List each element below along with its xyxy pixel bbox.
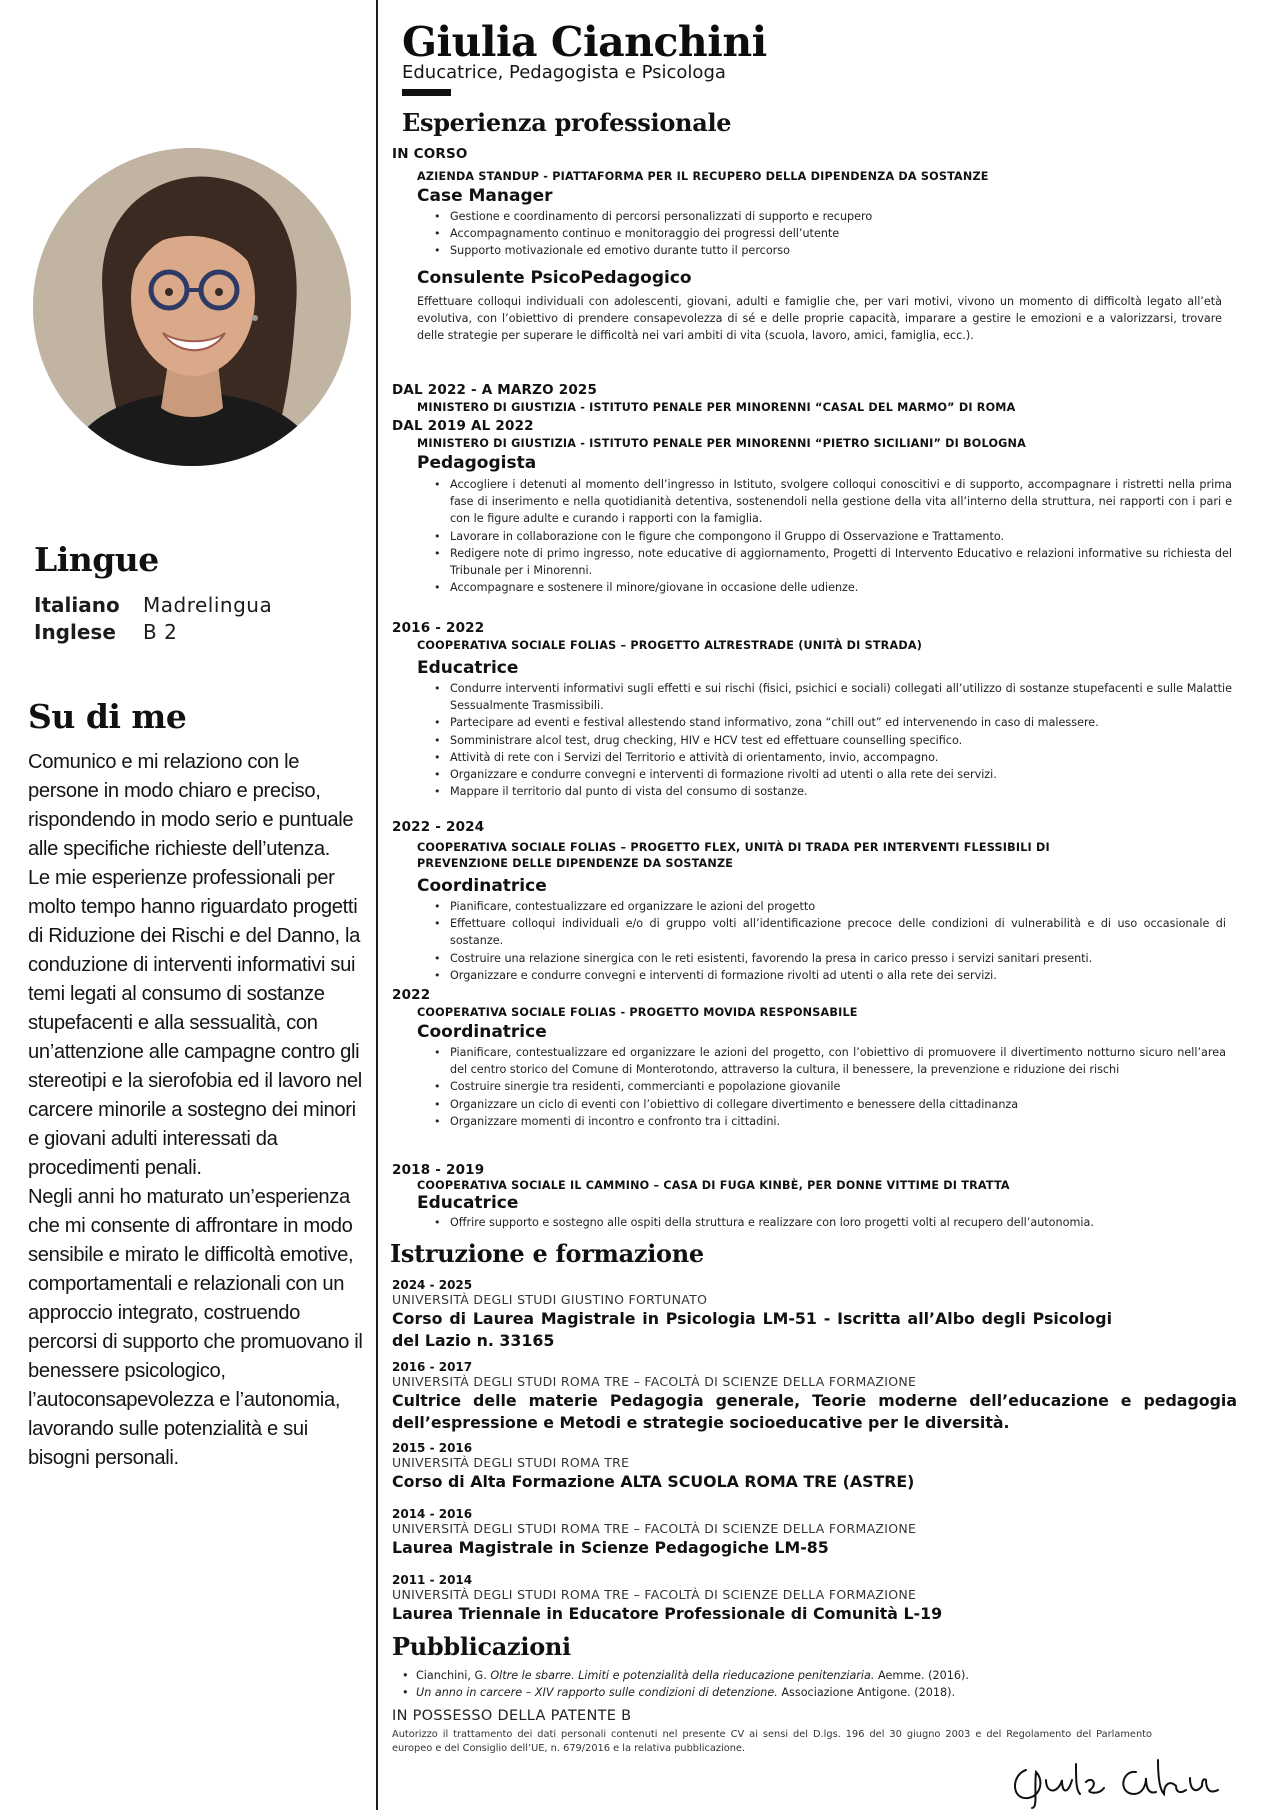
education-period: 2015 - 2016 (392, 1441, 473, 1455)
bullet-item: • Attività di rete con i Servizi del Territorio e attività di orientamento, invio, accompagno. (434, 749, 1232, 766)
education-title: Istruzione e formazione (390, 1239, 704, 1268)
bullet-item: • Lavorare in collaborazione con le figure che compongono il Gruppo di Osservazione e Trattamento. (434, 528, 1232, 545)
education-institution: UNIVERSITÀ DEGLI STUDI ROMA TRE – FACOLTÀ DI SCIENZE DELLA FORMAZIONE (392, 1587, 917, 1602)
education-course: Corso di Alta Formazione ALTA SCUOLA ROMA TRE (ASTRE) (392, 1472, 915, 1491)
experience-role: Consulente PsicoPedagogico (417, 267, 692, 288)
bullet-item: • Condurre interventi informativi sugli effetti e sui rischi (fisici, psichici e sociali) collegati all’utilizzo di sostanze stupefacenti e sulle Malattie Sessualmente Trasmissibili. (434, 680, 1232, 714)
bullet-item: • Accompagnare e sostenere il minore/giovane in occasione delle udienze. (434, 579, 1232, 596)
publication-details: Associazione Antigone. (2018). (777, 1686, 956, 1699)
language-row (34, 619, 272, 646)
language-level: Madrelingua (143, 593, 273, 617)
experience-period: 2022 - 2024 (392, 819, 485, 835)
publications-title: Pubblicazioni (392, 1632, 571, 1661)
experience-bullets (434, 1044, 1226, 1130)
experience-entry (392, 987, 1232, 1130)
about-paragraph: Comunico e mi relaziono con le persone in modo chiaro e preciso, rispondendo in modo serio e puntuale alle specifiche richieste dell’utenza. (28, 751, 354, 860)
education-course: Corso di Laurea Magistrale in Psicologia LM-51 - Iscritta all’Albo degli Psicologi del Lazio n. 33165 (392, 1309, 1112, 1350)
experience-organization: COOPERATIVA SOCIALE IL CAMMINO – CASA DI FUGA KINBÈ, PER DONNE VITTIME DI TRATTA (417, 1179, 1010, 1192)
publication-item (402, 1667, 969, 1684)
sidebar (0, 0, 374, 1810)
education-period: 2016 - 2017 (392, 1360, 473, 1374)
education-period: 2014 - 2016 (392, 1507, 473, 1521)
bullet-item: • Pianificare, contestualizzare ed organizzare le azioni del progetto (434, 898, 1226, 915)
experience-entry (392, 382, 1232, 596)
bullet-item: • Organizzare e condurre convegni e interventi di formazione rivolti ad utenti o alla rete dei servizi. (434, 967, 1226, 984)
bullet-item: • Organizzare momenti di incontro e confronto tra i cittadini. (434, 1113, 1226, 1130)
experience-period: 2018 - 2019 (392, 1162, 485, 1178)
languages-list (34, 592, 272, 646)
bullet-item: • Accompagnamento continuo e monitoraggio dei progressi dell’utente (434, 225, 1232, 242)
education-course: Laurea Magistrale in Scienze Pedagogiche LM-85 (392, 1538, 829, 1557)
experience-role: Coordinatrice (417, 1022, 547, 1042)
about-paragraph: Le mie esperienze professionali per molto tempo hanno riguardato progetti di Riduzione dei Rischi e del Danno, la conduzione di interventi informativi sui temi legati al consumo di sostanze stupefacenti e alla sessualità, con un’attenzione alle campagne contro gli stereotipi e la sierofobia ed il lavoro nel carcere minorile a sostegno dei minori e giovani adulti interessati da procedimenti penali. (28, 867, 362, 1179)
experience-role: Case Manager (417, 186, 553, 206)
bullet-item: • Organizzare e condurre convegni e interventi di formazione rivolti ad utenti o alla rete dei servizi. (434, 766, 1232, 783)
driving-license-note: IN POSSESSO DELLA PATENTE B (392, 1708, 632, 1724)
education-entry (392, 1441, 1237, 1493)
experience-bullets (434, 898, 1226, 984)
experience-bullets (434, 476, 1232, 596)
experience-bullets (434, 1214, 1232, 1231)
language-name: Italiano (34, 593, 120, 617)
experience-bullets (434, 680, 1232, 800)
education-course: Cultrice delle materie Pedagogia generale, Teorie moderne dell’educazione e pedagogia dell’espressione e Metodi e strategie socioeducative per le diversità. (392, 1391, 1237, 1432)
language-row (34, 592, 272, 619)
publication-author: Cianchini, G. (416, 1669, 491, 1682)
about-title: Su di me (28, 697, 187, 736)
education-institution: UNIVERSITÀ DEGLI STUDI GIUSTINO FORTUNATO (392, 1292, 708, 1307)
experience-bullets (434, 208, 1232, 260)
publication-title: Oltre le sbarre. Limiti e potenzialità della rieducazione penitenziaria. (490, 1669, 875, 1682)
experience-period: DAL 2022 - A MARZO 2025 (392, 382, 598, 398)
bullet-item: • Somministrare alcol test, drug checking, HIV e HCV test ed effettuare counselling specifico. (434, 732, 1232, 749)
experience-period: IN CORSO (392, 146, 468, 162)
bullet-item: • Supporto motivazionale ed emotivo durante tutto il percorso (434, 242, 1232, 259)
accent-bar (402, 89, 451, 96)
bullet-item: • Partecipare ad eventi e festival allestendo stand informativo, zona “chill out” ed intervenendo in caso di malessere. (434, 714, 1232, 731)
education-institution: UNIVERSITÀ DEGLI STUDI ROMA TRE – FACOLTÀ DI SCIENZE DELLA FORMAZIONE (392, 1374, 917, 1389)
bullet-item: • Effettuare colloqui individuali e/o di gruppo volti all’identificazione precoce delle condizioni di vulnerabilità e di uso occasionale di sostanze. (434, 915, 1226, 949)
experience-entry (392, 146, 1232, 344)
education-entry (392, 1507, 1237, 1559)
experience-organization: COOPERATIVA SOCIALE FOLIAS – PROGETTO FLEX, UNITÀ DI TRADA PER INTERVENTI FLESSIBILI DI PREVENZIONE DELLE DIPENDENZE DA SOSTANZE (417, 841, 1050, 870)
experience-period: 2022 (392, 987, 431, 1003)
education-period: 2024 - 2025 (392, 1278, 473, 1292)
education-institution: UNIVERSITÀ DEGLI STUDI ROMA TRE (392, 1455, 630, 1470)
experience-title: Esperienza professionale (402, 108, 732, 137)
education-institution: UNIVERSITÀ DEGLI STUDI ROMA TRE – FACOLTÀ DI SCIENZE DELLA FORMAZIONE (392, 1521, 917, 1536)
bullet-item: • Costruire una relazione sinergica con le reti esistenti, favorendo la presa in carico presso i servizi sanitari presenti. (434, 950, 1226, 967)
experience-entry (392, 620, 1232, 800)
experience-entry (392, 819, 1232, 984)
about-text (28, 748, 363, 1473)
experience-period: 2016 - 2022 (392, 620, 485, 636)
publication-item (402, 1684, 969, 1701)
bullet-item: • Pianificare, contestualizzare ed organizzare le azioni del progetto, con l’obiettivo di promuovere il divertimento notturno sicuro nell’area del centro storico del Comune di Monterotondo, attraverso la cultura, il benessere, la prevenzione e riduzione dei rischi (434, 1044, 1226, 1078)
handwritten-signature (1006, 1750, 1236, 1810)
experience-role: Educatrice (417, 658, 519, 678)
bullet-item: • Redigere note di primo ingresso, note educative di aggiornamento, Progetti di Intervento Educativo e relazioni informative su richiesta del Tribunale per i Minorenni. (434, 545, 1232, 579)
experience-organization: COOPERATIVA SOCIALE FOLIAS - PROGETTO MOVIDA RESPONSABILE (417, 1006, 858, 1019)
privacy-consent: Autorizzo il trattamento dei dati personali contenuti nel presente CV ai sensi del D.lgs. 196 del 30 giugno 2003 e del Regolamento del Parlamento europeo e del Consiglio dell’UE, n. 679/2016 e la relativa pubblicazione. (392, 1729, 1152, 1754)
language-level: B 2 (143, 620, 178, 644)
bullet-item: • Accogliere i detenuti al momento dell’ingresso in Istituto, svolgere colloqui conoscitivi e di supporto, accompagnare i ristretti nella prima fase di inserimento e nella quotidianità detentiva, sostenendoli nella gestione della vita all’interno della struttura, nei rapporti con i pari e con le figure adulte e curando i rapporti con la famiglia. (434, 476, 1232, 528)
experience-organization: AZIENDA STANDUP - PIATTAFORMA PER IL RECUPERO DELLA DIPENDENZA DA SOSTANZE (417, 170, 989, 183)
about-paragraph: Negli anni ho maturato un’esperienza che mi consente di affrontare in modo sensibile e mirato le difficoltà emotive, comportamentali e relazionali con un approccio integrato, costruendo percorsi di supporto che promuovano il benessere psicologico, l’autoconsapevolezza e l’autonomia, lavorando sulle potenzialità e sui bisogni personali. (28, 1186, 363, 1469)
language-name: Inglese (34, 620, 116, 644)
job-title: Educatrice, Pedagogista e Psicologa (402, 62, 726, 83)
experience-period: DAL 2019 AL 2022 (392, 418, 534, 434)
education-course: Laurea Triennale in Educatore Professionale di Comunità L-19 (392, 1604, 943, 1623)
full-name: Giulia Cianchini (402, 18, 767, 66)
portrait-illustration (33, 148, 351, 466)
bullet-item: • Mappare il territorio dal punto di vista del consumo di sostanze. (434, 783, 1232, 800)
publications-list (402, 1667, 969, 1701)
column-divider (376, 0, 378, 1810)
bullet-item: • Organizzare un ciclo di eventi con l’obiettivo di collegare divertimento e benessere della cittadinanza (434, 1096, 1226, 1113)
experience-role: Educatrice (417, 1193, 519, 1213)
education-entry (392, 1573, 1237, 1625)
experience-organization: MINISTERO DI GIUSTIZIA - ISTITUTO PENALE PER MINORENNI “PIETRO SICILIANI” DI BOLOGNA (417, 437, 1026, 450)
experience-organization: COOPERATIVA SOCIALE FOLIAS – PROGETTO ALTRESTRADE (UNITÀ DI STRADA) (417, 639, 923, 652)
publication-title: Un anno in carcere – XIV rapporto sulle condizioni di detenzione. (416, 1686, 778, 1699)
bullet-item: • Gestione e coordinamento di percorsi personalizzati di supporto e recupero (434, 208, 1232, 225)
languages-title: Lingue (34, 540, 159, 579)
publication-details: Aemme. (2016). (874, 1669, 969, 1682)
experience-role: Coordinatrice (417, 876, 547, 896)
education-entry (392, 1278, 1237, 1352)
education-period: 2011 - 2014 (392, 1573, 473, 1587)
experience-organization: MINISTERO DI GIUSTIZIA - ISTITUTO PENALE PER MINORENNI “CASAL DEL MARMO” DI ROMA (417, 401, 1016, 414)
profile-photo (33, 148, 351, 466)
education-entry (392, 1360, 1237, 1434)
experience-description: Effettuare colloqui individuali con adolescenti, giovani, adulti e famiglie che, per vari motivi, vivono un momento di difficoltà legato all’età evolutiva, con l’obiettivo di prendere consapevolezza di sé e delle proprie capacità, imparare a gestire le emozioni e a valorizzarsi, trovare delle strategie per superare le difficoltà nei vari ambiti di vita (scuola, lavoro, amici, famiglia, ecc.). (417, 294, 1222, 343)
bullet-item: • Offrire supporto e sostegno alle ospiti della struttura e realizzare con loro progetti volti al recupero dell’autonomia. (434, 1214, 1232, 1231)
experience-entry (392, 1162, 1232, 1231)
experience-role: Pedagogista (417, 453, 537, 473)
bullet-item: • Costruire sinergie tra residenti, commercianti e popolazione giovanile (434, 1078, 1226, 1095)
